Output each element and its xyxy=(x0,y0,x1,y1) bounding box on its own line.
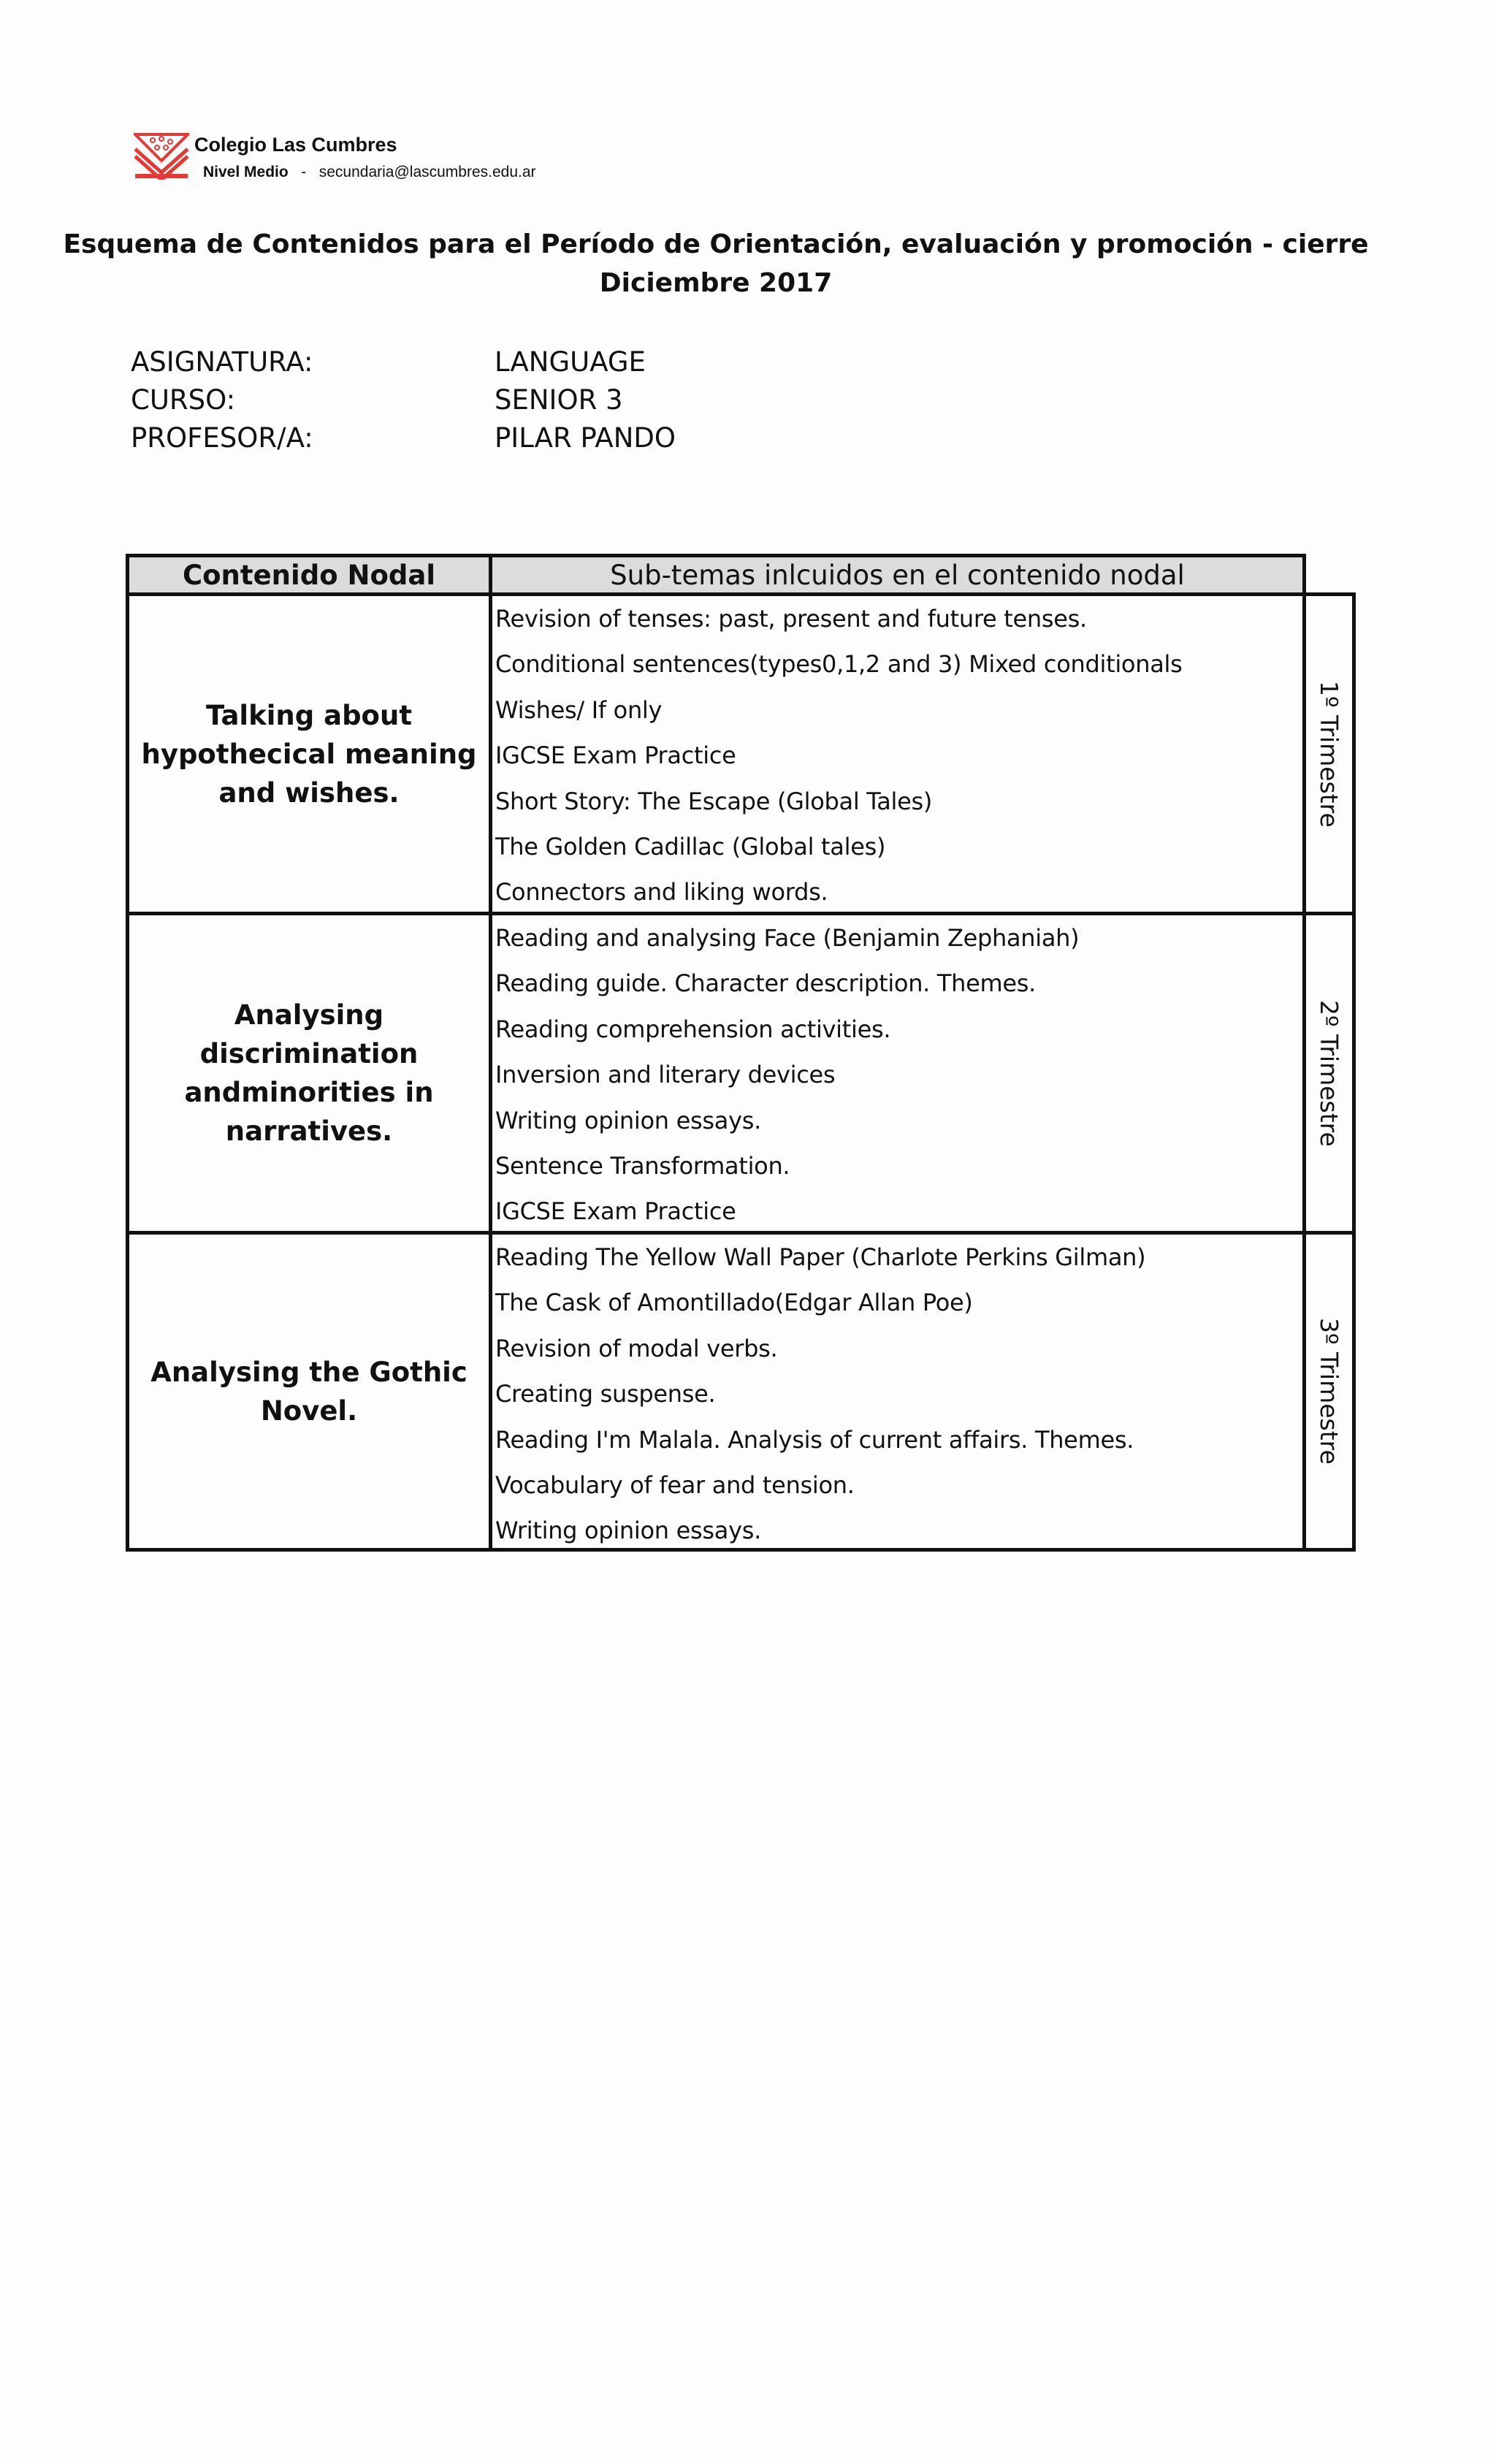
trimestre-1 xyxy=(1302,592,1356,915)
school-level: Nivel Medio xyxy=(203,164,289,180)
header-sub-temas: Sub-temas inlcuidos en el contenido nodal xyxy=(489,554,1306,596)
profesor-value: PILAR PANDO xyxy=(495,422,676,454)
document-title-line2: Diciembre 2017 xyxy=(599,268,833,298)
subtopic-item: Writing opinion essays. xyxy=(495,1106,761,1134)
subtopic-item: IGCSE Exam Practice xyxy=(495,1197,736,1226)
subtopic-item: Reading The Yellow Wall Paper (Charlote Perkins Gilman) xyxy=(495,1243,1146,1271)
subtopic-item: Sentence Transformation. xyxy=(495,1151,790,1180)
subtopic-item: Revision of modal verbs. xyxy=(495,1334,778,1362)
nodal-content-1: Talking about hypothecical meaning and wishes. xyxy=(126,592,492,915)
subtopic-item: Wishes/ If only xyxy=(495,695,663,724)
contents-table xyxy=(126,554,1356,1552)
subtopic-item: Conditional sentences(types0,1,2 and 3) Mixed conditionals xyxy=(495,650,1183,679)
nodal-content-3: Analysing the Gothic Novel. xyxy=(126,1231,492,1552)
school-logo xyxy=(134,131,189,180)
trimestre-3 xyxy=(1302,1231,1356,1552)
subtopic-item: The Golden Cadillac (Global tales) xyxy=(495,832,886,861)
separator: - xyxy=(301,164,307,180)
trimestre-label: 2º Trimestre xyxy=(1315,999,1343,1147)
subtopics-1 xyxy=(489,592,1306,915)
subtopics-2 xyxy=(489,912,1306,1235)
document-title-line1: Esquema de Contenidos para el Período de Orientación, evaluación y promoción - cierre xyxy=(63,229,1369,259)
subtopics-3 xyxy=(489,1231,1306,1552)
school-name: Colegio Las Cumbres xyxy=(194,134,397,156)
subtopic-item: Creating suspense. xyxy=(495,1380,716,1408)
curso-label: CURSO: xyxy=(131,384,236,416)
subtopic-item: Short Story: The Escape (Global Tales) xyxy=(495,787,933,815)
subtopic-item: Reading guide. Character description. Themes. xyxy=(495,969,1037,998)
trimestre-label: 3º Trimestre xyxy=(1315,1318,1343,1465)
subtopic-item: The Cask of Amontillado(Edgar Allan Poe) xyxy=(495,1289,973,1317)
subtopic-item: Connectors and liking words. xyxy=(495,878,828,907)
asignatura-label: ASIGNATURA: xyxy=(131,346,313,378)
nodal-content-2: Analysing discrimination andminorities in narratives. xyxy=(126,912,492,1235)
subtopic-item: IGCSE Exam Practice xyxy=(495,741,736,770)
subtopic-item: Reading and analysing Face (Benjamin Zephaniah) xyxy=(495,924,1080,952)
subtopic-item: Reading comprehension activities. xyxy=(495,1015,891,1043)
trimestre-label: 1º Trimestre xyxy=(1315,680,1343,828)
subtopic-item: Inversion and literary devices xyxy=(495,1061,836,1089)
school-email: secundaria@lascumbres.edu.ar xyxy=(318,164,536,180)
profesor-label: PROFESOR/A: xyxy=(131,422,313,454)
subtopic-item: Writing opinion essays. xyxy=(495,1517,761,1545)
subtopic-item: Vocabulary of fear and tension. xyxy=(495,1471,855,1499)
trimestre-2 xyxy=(1302,912,1356,1235)
subtopic-item: Reading I'm Malala. Analysis of current affairs. Themes. xyxy=(495,1425,1134,1454)
header-contenido-nodal: Contenido Nodal xyxy=(126,554,492,596)
curso-value: SENIOR 3 xyxy=(495,384,623,416)
subtopic-item: Revision of tenses: past, present and future tenses. xyxy=(495,605,1087,633)
asignatura-value: LANGUAGE xyxy=(495,346,646,378)
school-contact-line xyxy=(203,164,536,181)
